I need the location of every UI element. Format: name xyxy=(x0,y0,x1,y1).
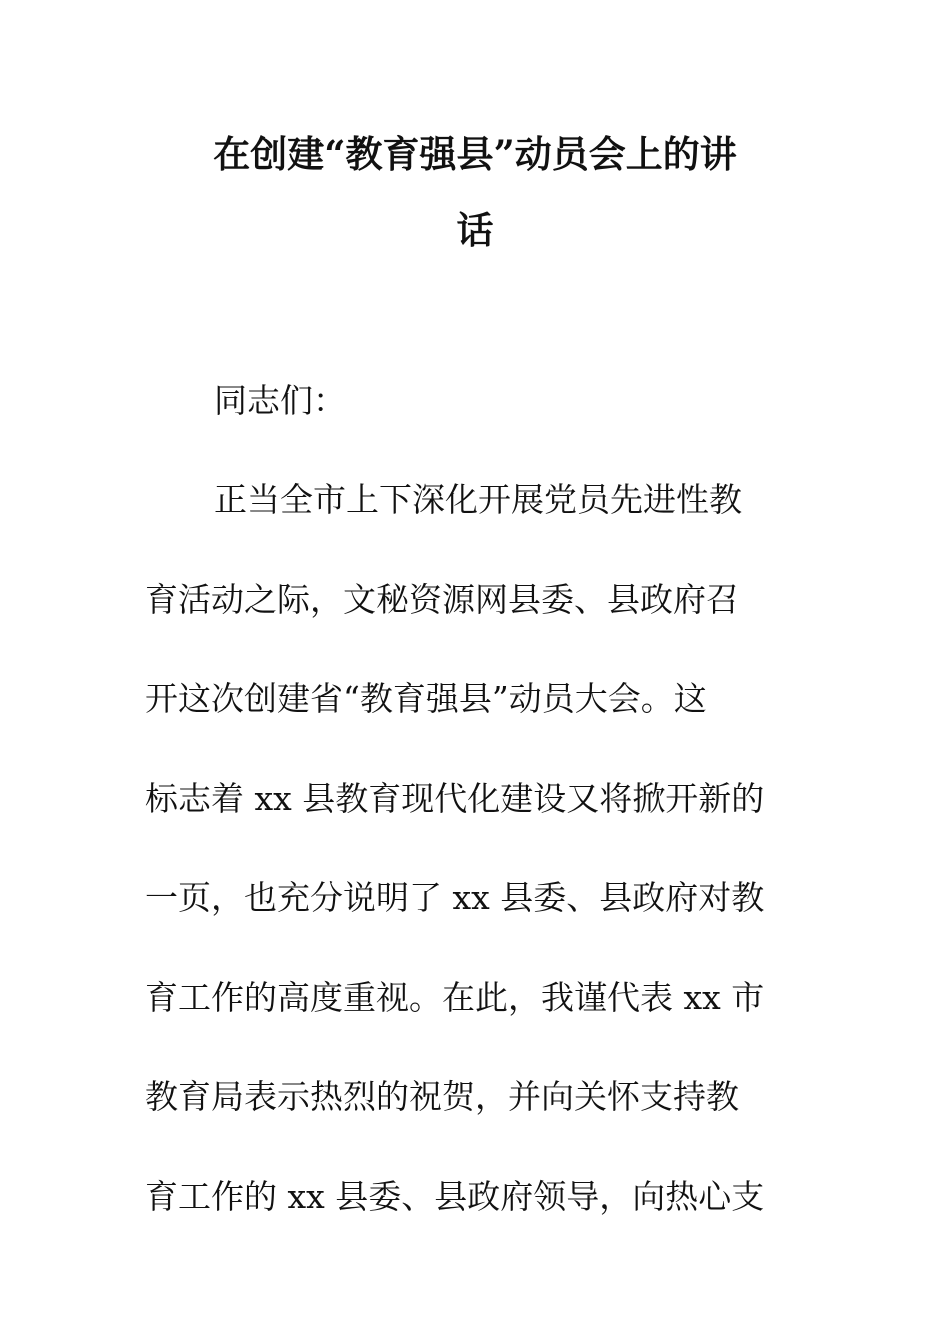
document-title-line-2: 话 xyxy=(456,208,494,252)
body-line-2: 育活动之际，文秘资源网县委、县政府召 xyxy=(145,580,739,619)
body-line-4: 标志着 xx 县教育现代化建设又将掀开新的 xyxy=(145,779,765,818)
body-line-8: 育工作的 xx 县委、县政府领导，向热心支 xyxy=(145,1177,765,1216)
salutation: 同志们： xyxy=(214,381,346,420)
body-line-6: 育工作的高度重视。在此，我谨代表 xx 市 xyxy=(145,978,765,1017)
body-line-7: 教育局表示热烈的祝贺，并向关怀支持教 xyxy=(145,1077,739,1116)
document-title-line-1: 在创建“教育强县”动员会上的讲 xyxy=(213,132,737,176)
body-line-1: 正当全市上下深化开展党员先进性教 xyxy=(214,480,742,519)
body-line-3: 开这次创建省“教育强县”动员大会。这 xyxy=(145,679,707,718)
body-line-5: 一页，也充分说明了 xx 县委、县政府对教 xyxy=(145,878,765,917)
